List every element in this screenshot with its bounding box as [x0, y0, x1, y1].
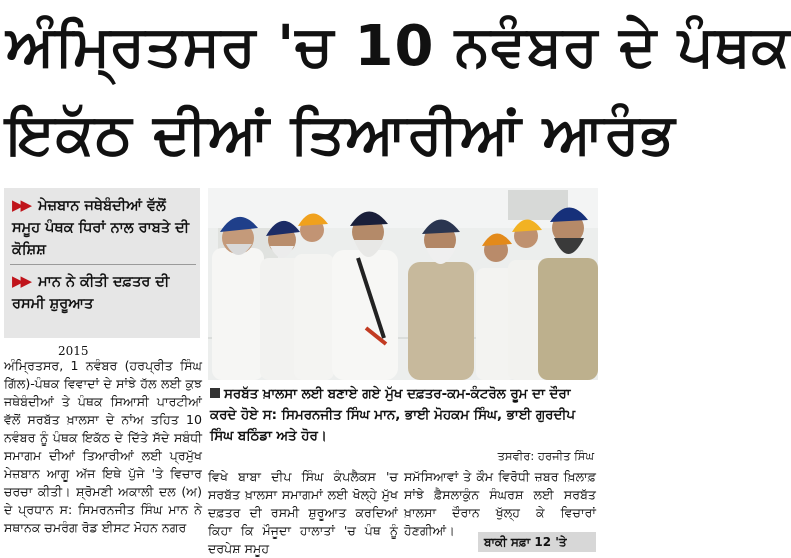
year-label: 2015	[58, 344, 89, 358]
summary-bullet-1	[12, 194, 198, 261]
article-column-1: ਅੰਮ੍ਰਿਤਸਰ, 1 ਨਵੰਬਰ (ਹਰਪ੍ਰੀਤ ਸਿੰਘ ਗਿੱਲ)-ਪੰਥਕ ਵਿਵਾਦਾਂ ਦੇ ਸਾਂਝੇ ਹੱਲ ਲਈ ਕੁਝ ਜਥੇਬੰਦੀਆਂ ਤੇ ਪੰਥਕ ਸਿਆਸੀ ਪਾਰਟੀਆਂ ਵੱਲੋਂ ਸਰਬੱਤ ਖ਼ਾਲਸਾ ਦੇ ਨਾਂਅ ਤਹਿਤ 10 ਨਵੰਬਰ ਨੂੰ ਪੰਥਕ ਇਕੱਠ ਦੇ ਦਿੱਤੇ ਸੱਦੇ ਸਬੰਧੀ ਸਮਾਗਮ ਦੀਆਂ ਤਿਆਰੀਆਂ ਲਈ ਪ੍ਰਮੁੱਖ ਮੇਜ਼ਬਾਨ ਆਗੂ ਅੱਜ ਇਥੇ ਪੁੱਜੇ 'ਤੇ ਵਿਚਾਰ ਚਰਚਾ ਕੀਤੀ। ਸ਼੍ਰੋਮਣੀ ਅਕਾਲੀ ਦਲ (ਅ) ਦੇ ਪ੍ਰਧਾਨ ਸ: ਸਿਮਰਨਜੀਤ ਸਿੰਘ ਮਾਨ ਨੇ ਸਥਾਨਕ ਚਮਰੰਗ ਰੋਡ ਈਸਟ ਮੋਹਨ ਨਗਰ	[4, 358, 202, 535]
continued-on-page-label: ਬਾਕੀ ਸਫ਼ਾ 12 'ਤੇ	[478, 532, 596, 552]
double-arrow-icon: ▶▶	[12, 196, 30, 214]
summary-bullet-2-text: ਮਾਨ ਨੇ ਕੀਤੀ ਦਫ਼ਤਰ ਦੀ ਰਸਮੀ ਸ਼ੁਰੂਆਤ	[12, 274, 170, 312]
photo-credit: ਤਸਵੀਰ: ਹਰਜੀਤ ਸਿੰਘ	[497, 449, 594, 463]
double-arrow-icon: ▶▶	[12, 272, 30, 290]
photo-caption	[210, 384, 598, 447]
article-column-3: ਸਮੱਸਿਆਵਾਂ ਤੇ ਕੌਮ ਵਿਰੋਧੀ ਜ਼ਬਰ ਖ਼ਿਲਾਫ਼ ਸਾਂਝੇ ਫ਼ੈਸਲਾਕੁੰਨ ਸੰਘਰਸ਼ ਲਈ ਸਰਬੱਤ ਖ਼ਾਲਸਾ ਦੌਰਾਨ ਖੁੱਲ੍ਹ ਕੇ ਵਿਚਾਰਾਂ ਹੋਣਗੀਆਂ।	[404, 469, 596, 538]
photo-caption-text: ਸਰਬੱਤ ਖ਼ਾਲਸਾ ਲਈ ਬਣਾਏ ਗਏ ਮੁੱਖ ਦਫ਼ਤਰ-ਕਮ-ਕੰਟਰੋਲ ਰੂਮ ਦਾ ਦੌਰਾ ਕਰਦੇ ਹੋਏ ਸ: ਸਿਮਰਨਜੀਤ ਸਿੰਘ ਮਾਨ, ਭਾਈ ਮੋਹਕਮ ਸਿੰਘ, ਭਾਈ ਗੁਰਦੀਪ ਸਿੰਘ ਬਠਿੰਡਾ ਅਤੇ ਹੋਰ।	[210, 387, 576, 444]
headline-line-2: ਇਕੱਠ ਦੀਆਂ ਤਿਆਰੀਆਂ ਆਰੰਭ	[6, 102, 676, 167]
summary-bullet-2	[12, 270, 198, 315]
headline-line-1: ਅੰਮ੍ਰਿਤਸਰ 'ਚ 10 ਨਵੰਬਰ ਦੇ ਪੰਥਕ	[6, 14, 791, 79]
photo-illustration	[208, 188, 598, 380]
caption-square-icon	[210, 388, 220, 398]
summary-divider	[10, 264, 196, 265]
news-photo	[208, 188, 598, 380]
summary-box	[4, 188, 200, 338]
article-column-2: ਵਿਖੇ ਬਾਬਾ ਦੀਪ ਸਿੰਘ ਕੰਪਲੈਕਸ 'ਚ ਸਰਬੱਤ ਖ਼ਾਲਸਾ ਸਮਾਗਮਾਂ ਲਈ ਖੋਲ੍ਹੇ ਮੁੱਖ ਦਫ਼ਤਰ ਦੀ ਰਸਮੀ ਸ਼ੁਰੂਆਤ ਕਰਦਿਆਂ ਕਿਹਾ ਕਿ ਮੌਜੂਦਾ ਹਾਲਾਤਾਂ 'ਚ ਪੰਥ ਨੂੰ ਦਰਪੇਸ਼ ਸਮੂਹ	[208, 469, 398, 556]
summary-bullet-1-text: ਮੇਜ਼ਬਾਨ ਜਥੇਬੰਦੀਆਂ ਵੱਲੋਂ ਸਮੂਹ ਪੰਥਕ ਧਿਰਾਂ ਨਾਲ ਰਾਬਤੇ ਦੀ ਕੋਸ਼ਿਸ਼	[12, 198, 190, 258]
